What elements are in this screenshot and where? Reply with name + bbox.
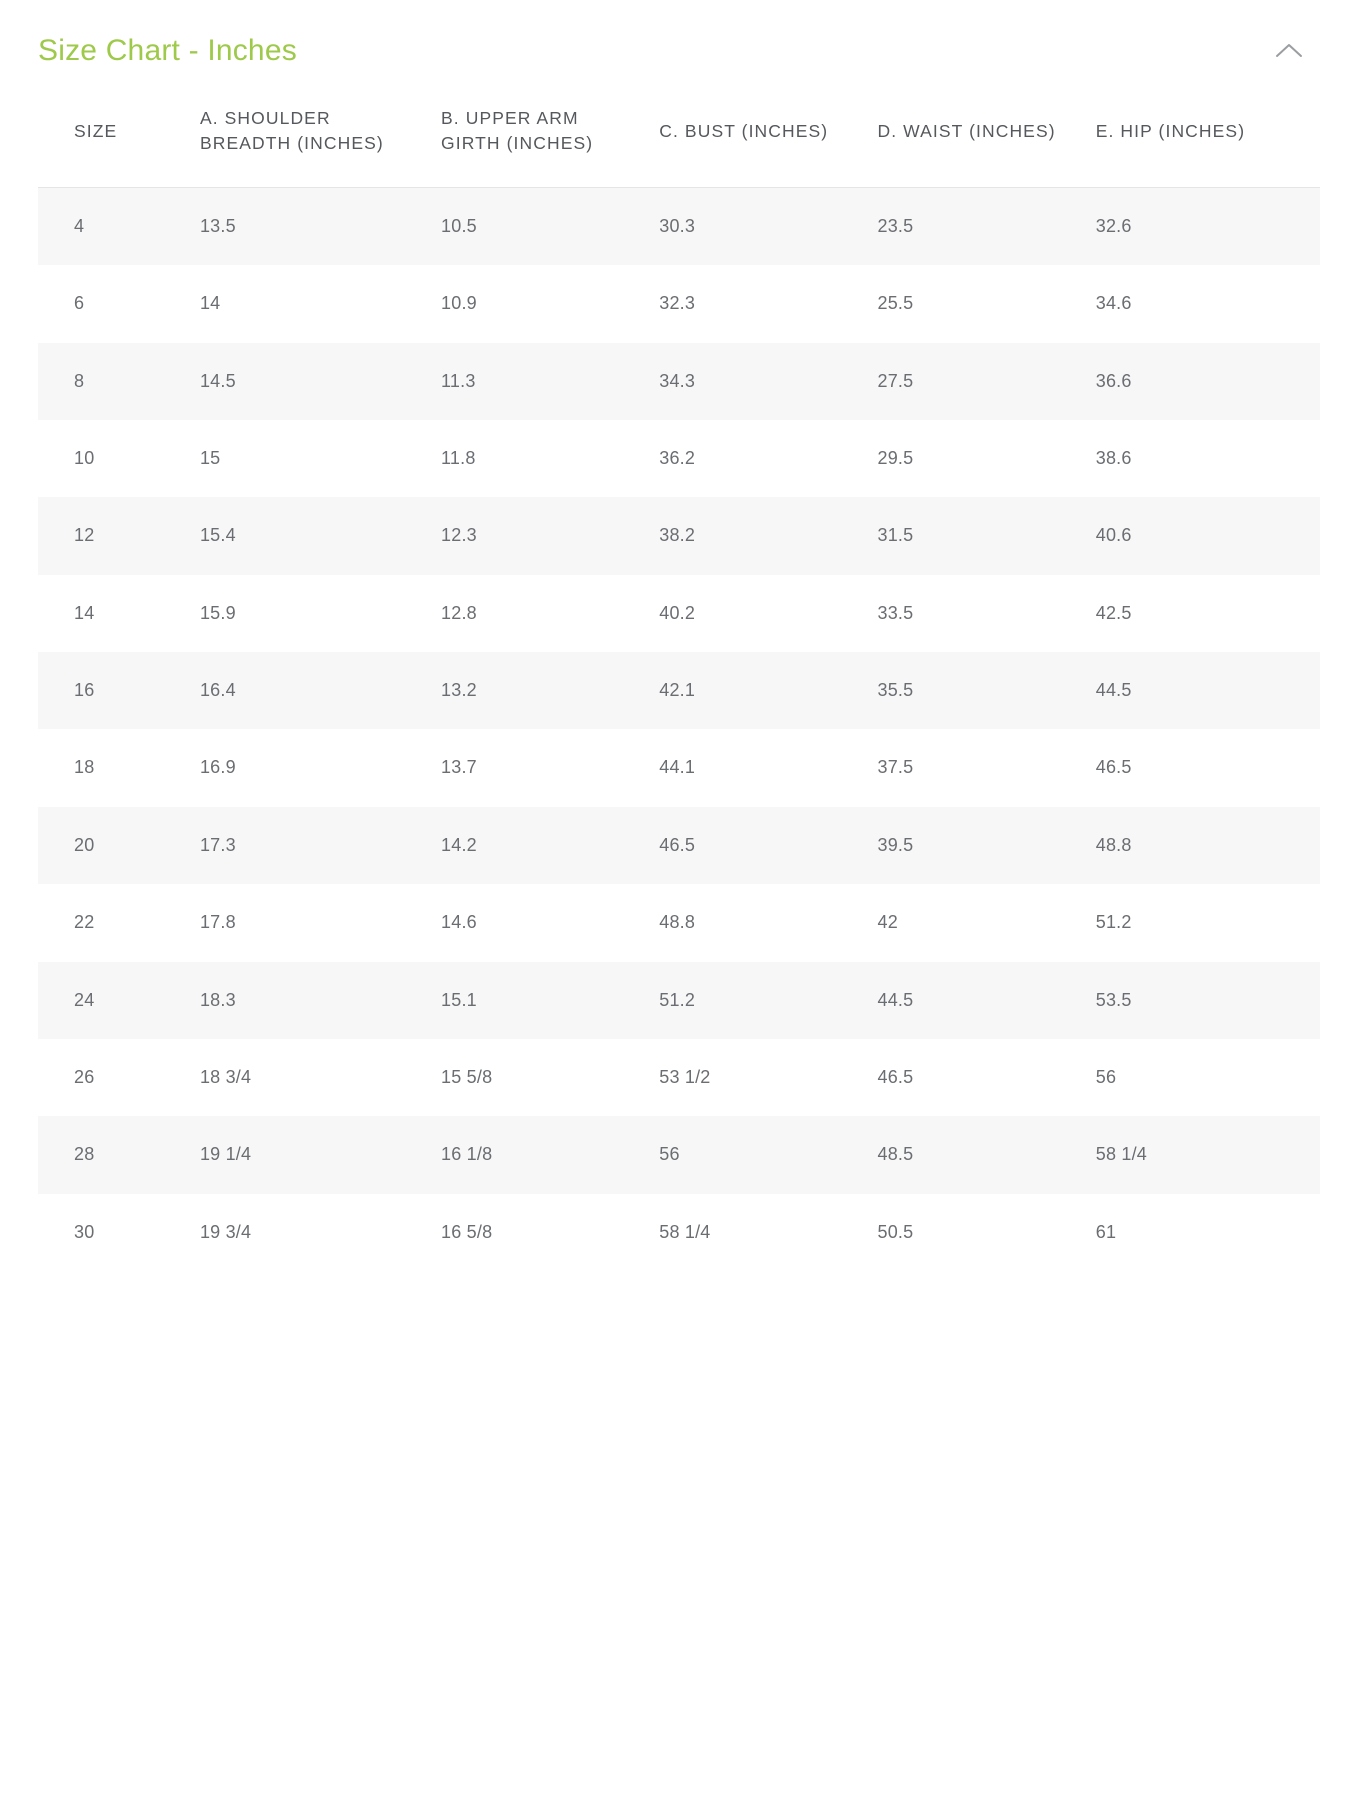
cell-size: 26 xyxy=(74,1067,95,1088)
table-row xyxy=(38,807,1320,884)
cell-waist: 48.5 xyxy=(877,1144,914,1165)
cell-bust: 58 1/4 xyxy=(659,1221,711,1242)
cell-arm: 14.6 xyxy=(441,912,477,933)
cell-waist: 37.5 xyxy=(877,757,914,778)
table-row xyxy=(38,1039,1320,1116)
table-row xyxy=(38,1116,1320,1193)
cell-hip: 38.6 xyxy=(1095,447,1132,468)
cell-arm: 10.9 xyxy=(441,293,477,314)
cell-bust: 38.2 xyxy=(659,525,696,546)
cell-bust: 30.3 xyxy=(659,215,696,236)
cell-waist: 35.5 xyxy=(877,680,914,701)
cell-arm: 15 5/8 xyxy=(441,1067,493,1088)
cell-arm: 16 1/8 xyxy=(441,1144,493,1165)
cell-size: 4 xyxy=(74,215,85,236)
table-row xyxy=(38,187,1320,265)
cell-waist: 25.5 xyxy=(877,293,914,314)
cell-arm: 13.7 xyxy=(441,757,477,778)
cell-shoulder: 17.3 xyxy=(199,834,236,855)
cell-size: 6 xyxy=(74,293,85,314)
column-header-hip: E. HIP (INCHES) xyxy=(1086,94,1320,187)
cell-size: 14 xyxy=(74,602,95,623)
cell-waist: 39.5 xyxy=(877,834,914,855)
column-header-arm: B. UPPER ARM GIRTH (INCHES) xyxy=(431,94,649,187)
cell-size: 20 xyxy=(74,834,95,855)
cell-size: 18 xyxy=(74,757,95,778)
cell-shoulder: 13.5 xyxy=(199,215,236,236)
cell-hip: 56 xyxy=(1095,1067,1117,1088)
cell-size: 10 xyxy=(74,447,95,468)
cell-size: 16 xyxy=(74,680,95,701)
cell-waist: 50.5 xyxy=(877,1221,914,1242)
cell-hip: 40.6 xyxy=(1095,525,1132,546)
cell-waist: 44.5 xyxy=(877,989,914,1010)
cell-hip: 36.6 xyxy=(1095,370,1132,391)
cell-bust: 36.2 xyxy=(659,447,696,468)
chevron-up-icon[interactable] xyxy=(1268,30,1310,72)
cell-size: 30 xyxy=(74,1221,95,1242)
cell-shoulder: 15.9 xyxy=(199,602,236,623)
cell-arm: 11.8 xyxy=(441,447,476,468)
cell-hip: 51.2 xyxy=(1095,912,1132,933)
cell-shoulder: 18.3 xyxy=(199,989,236,1010)
cell-shoulder: 18 3/4 xyxy=(199,1067,252,1088)
cell-hip: 46.5 xyxy=(1095,757,1132,778)
cell-shoulder: 16.4 xyxy=(199,680,236,701)
cell-waist: 31.5 xyxy=(877,525,914,546)
cell-size: 24 xyxy=(74,989,95,1010)
table-row xyxy=(38,420,1320,497)
table-body xyxy=(38,187,1320,1271)
cell-shoulder: 19 1/4 xyxy=(199,1144,252,1165)
cell-bust: 42.1 xyxy=(659,680,696,701)
cell-size: 12 xyxy=(74,525,95,546)
cell-bust: 34.3 xyxy=(659,370,696,391)
cell-shoulder: 15.4 xyxy=(199,525,236,546)
table-row xyxy=(38,343,1320,420)
page-title: Size Chart - Inches xyxy=(38,34,297,67)
cell-waist: 23.5 xyxy=(877,215,914,236)
size-chart-header[interactable] xyxy=(38,0,1320,94)
cell-waist: 46.5 xyxy=(877,1067,914,1088)
cell-shoulder: 16.9 xyxy=(199,757,236,778)
column-header-size: SIZE xyxy=(38,94,190,187)
table-row xyxy=(38,884,1320,961)
table-row xyxy=(38,652,1320,729)
table-row xyxy=(38,575,1320,652)
size-chart-table xyxy=(38,94,1320,1271)
cell-hip: 61 xyxy=(1095,1221,1117,1242)
cell-arm: 14.2 xyxy=(441,834,477,855)
cell-waist: 42 xyxy=(877,912,898,933)
cell-shoulder: 17.8 xyxy=(199,912,236,933)
cell-size: 22 xyxy=(74,912,95,933)
column-header-shoulder: A. SHOULDER BREADTH (INCHES) xyxy=(190,94,431,187)
cell-bust: 51.2 xyxy=(659,989,696,1010)
column-header-bust: C. BUST (INCHES) xyxy=(649,94,867,187)
cell-hip: 53.5 xyxy=(1095,989,1132,1010)
cell-bust: 40.2 xyxy=(659,602,696,623)
table-header xyxy=(38,94,1320,187)
cell-hip: 44.5 xyxy=(1095,680,1132,701)
table-row xyxy=(38,729,1320,806)
cell-waist: 29.5 xyxy=(877,447,914,468)
table-header-row xyxy=(38,94,1320,187)
cell-shoulder: 14 xyxy=(199,293,221,314)
cell-size: 8 xyxy=(74,370,85,391)
cell-bust: 56 xyxy=(659,1144,680,1165)
cell-bust: 53 1/2 xyxy=(659,1067,711,1088)
table-row xyxy=(38,265,1320,342)
cell-shoulder: 19 3/4 xyxy=(199,1221,252,1242)
cell-arm: 12.3 xyxy=(441,525,477,546)
cell-arm: 12.8 xyxy=(441,602,477,623)
cell-shoulder: 15 xyxy=(199,447,221,468)
cell-hip: 58 1/4 xyxy=(1095,1144,1147,1165)
cell-bust: 44.1 xyxy=(659,757,696,778)
cell-waist: 33.5 xyxy=(877,602,914,623)
cell-arm: 16 5/8 xyxy=(441,1221,493,1242)
cell-hip: 42.5 xyxy=(1095,602,1132,623)
cell-bust: 46.5 xyxy=(659,834,696,855)
cell-waist: 27.5 xyxy=(877,370,914,391)
cell-hip: 34.6 xyxy=(1095,293,1132,314)
cell-hip: 48.8 xyxy=(1095,834,1132,855)
cell-arm: 15.1 xyxy=(441,989,477,1010)
cell-bust: 48.8 xyxy=(659,912,696,933)
cell-hip: 32.6 xyxy=(1095,215,1132,236)
cell-shoulder: 14.5 xyxy=(199,370,236,391)
table-row xyxy=(38,962,1320,1039)
column-header-waist: D. WAIST (INCHES) xyxy=(868,94,1086,187)
cell-arm: 11.3 xyxy=(441,370,476,391)
table-row xyxy=(38,1194,1320,1271)
cell-bust: 32.3 xyxy=(659,293,696,314)
cell-arm: 13.2 xyxy=(441,680,477,701)
table-row xyxy=(38,497,1320,574)
cell-size: 28 xyxy=(74,1144,95,1165)
cell-arm: 10.5 xyxy=(441,215,477,236)
